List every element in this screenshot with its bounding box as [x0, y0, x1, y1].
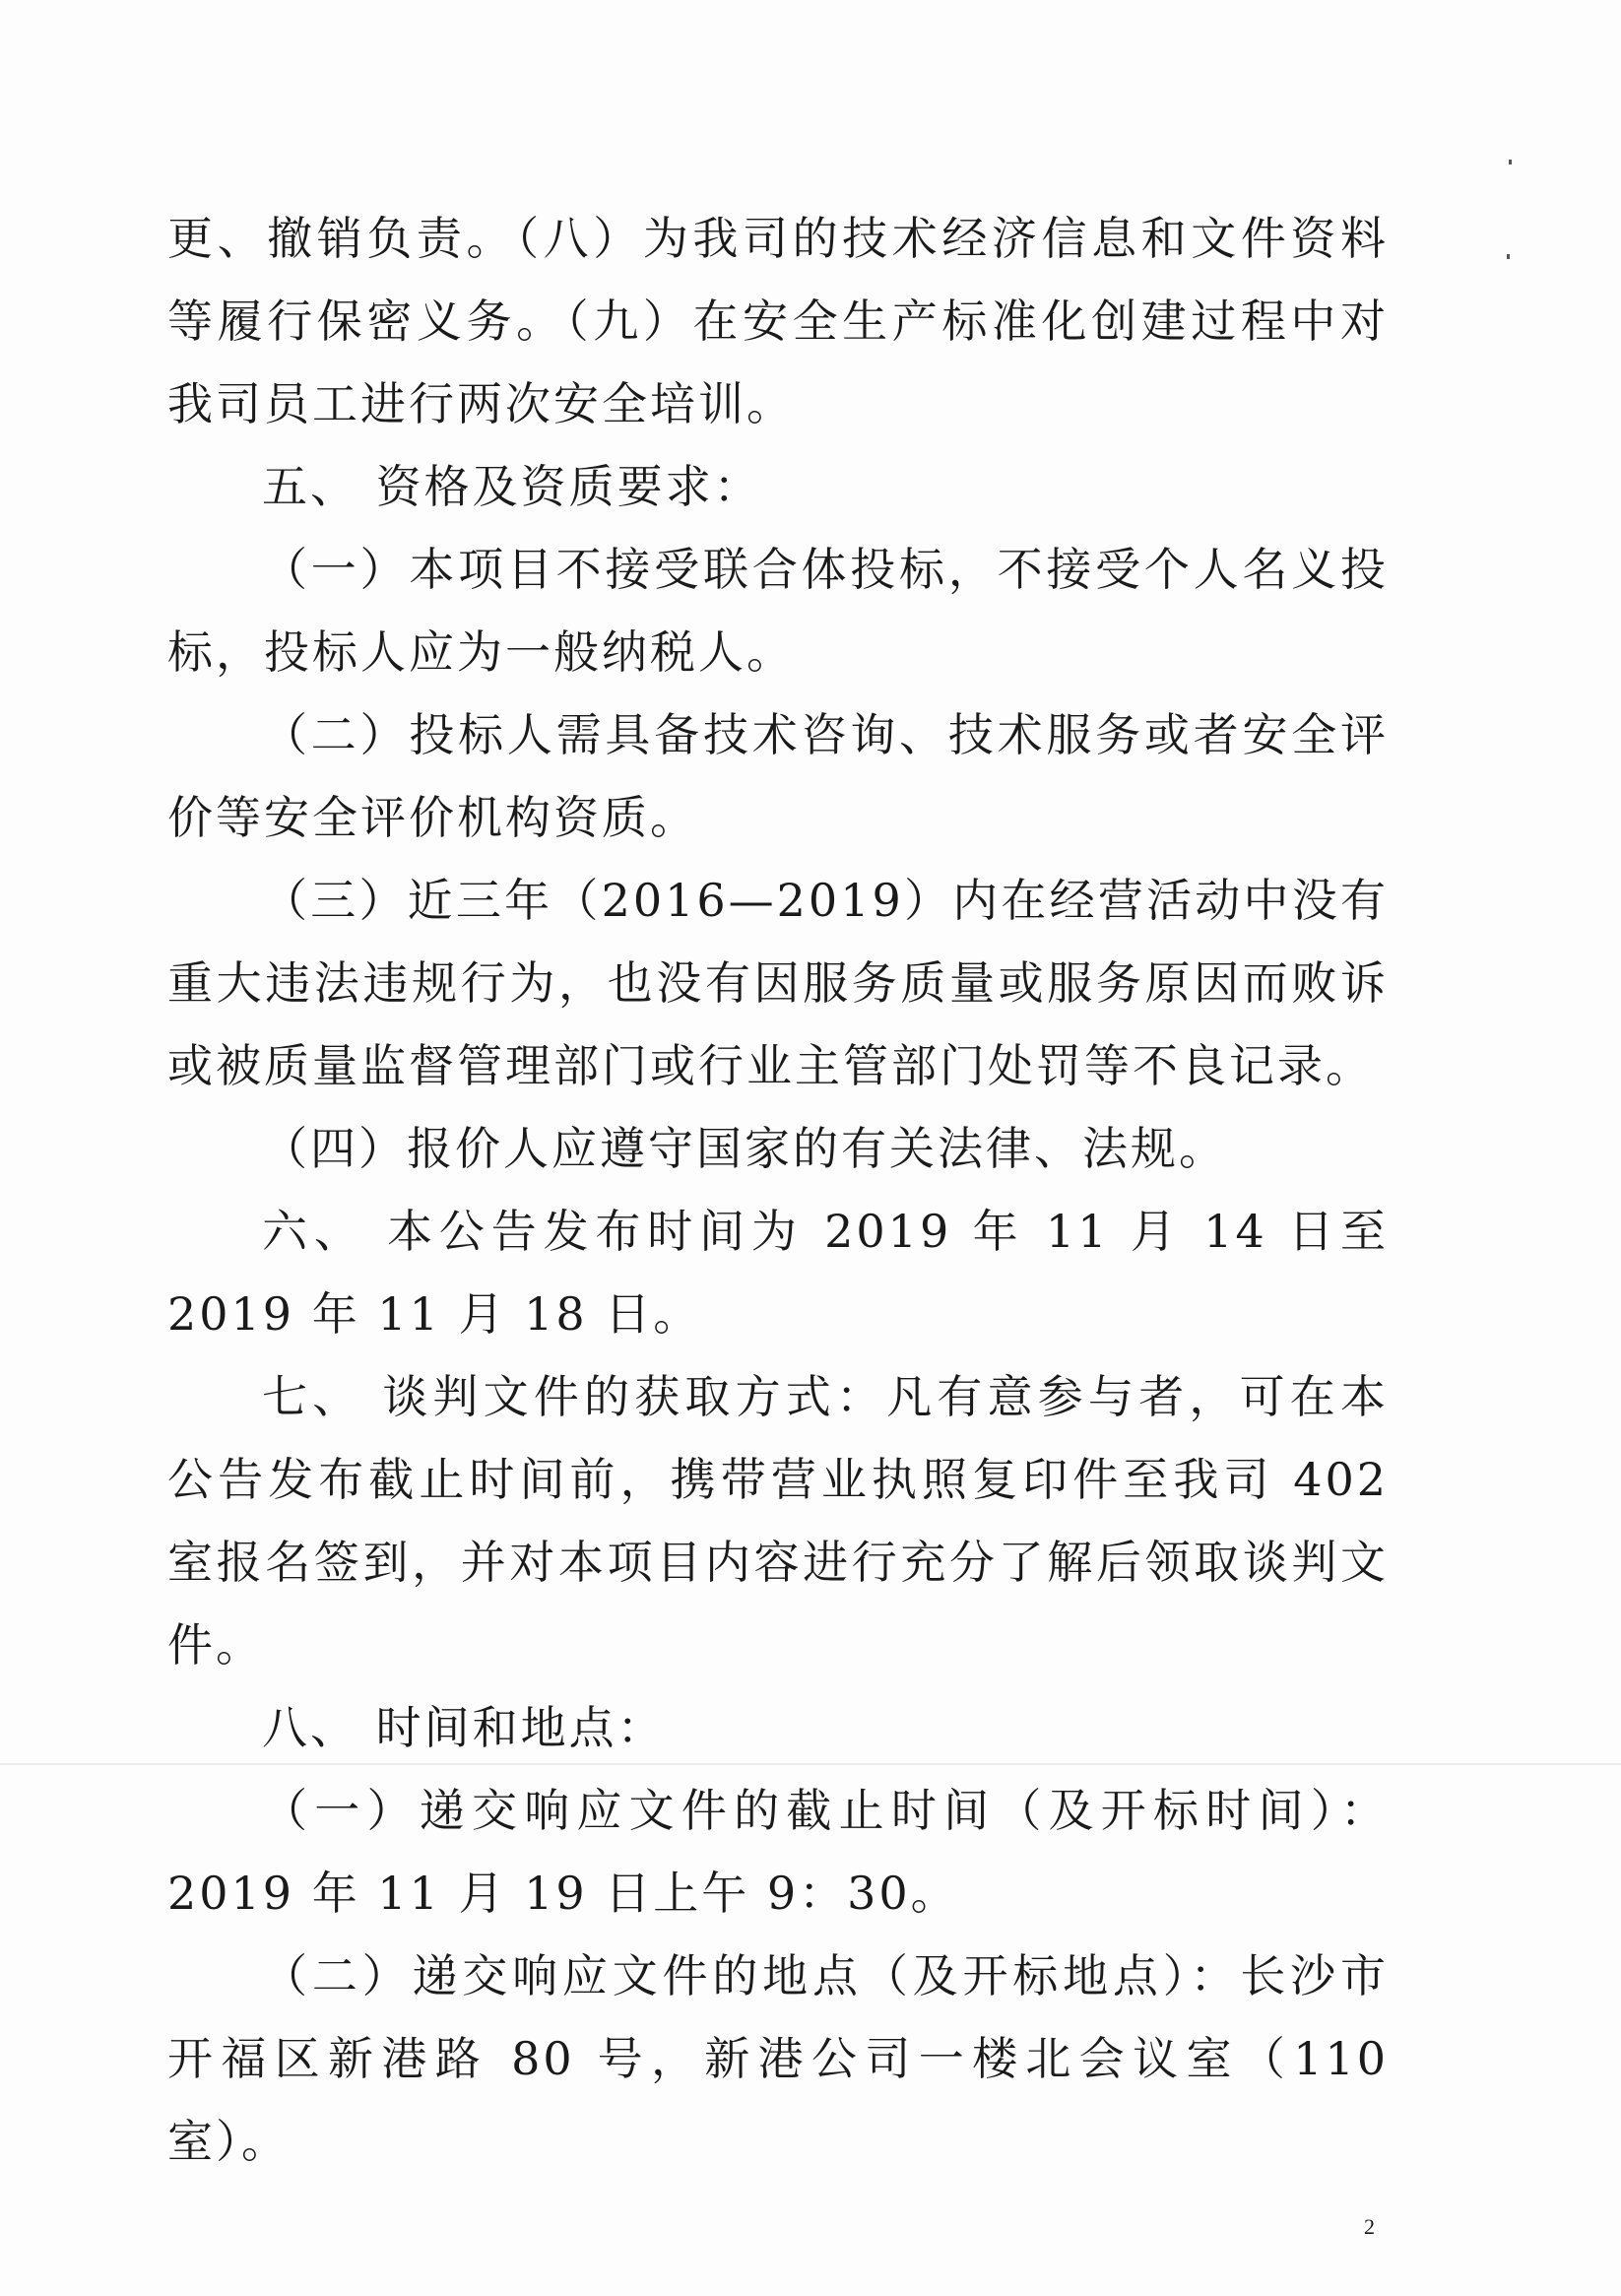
time-place-item-2: （二）递交响应文件的地点（及开标地点）：长沙市开福区新港路 80 号，新港公司一楼北会议室（110 室）。	[167, 1949, 1389, 2168]
time-place-item-1: （一）递交响应文件的截止时间（及开标时间）：2019 年 11 月 19 日上午 9：30。	[167, 1784, 1389, 1920]
document-body	[167, 197, 1389, 2183]
qualification-item-1: （一）本项目不接受联合体投标，不接受个人名义投标，投标人应为一般纳税人。	[167, 543, 1389, 679]
qualification-item-4: （四）报价人应遵守国家的有关法律、法规。	[262, 1122, 1227, 1175]
section-document-acquisition: 七、 谈判文件的获取方式：凡有意参与者，可在本公告发布截止时间前，携带营业执照复印件至我司 402 室报名签到，并对本项目内容进行充分了解后领取谈判文件。	[167, 1370, 1389, 1672]
section-heading-qualifications: 五、 资格及资质要求：	[262, 460, 762, 513]
paragraph-continuation: 更、撤销负责。（八）为我司的技术经济信息和文件资料等履行保密义务。（九）在安全生产标准化创建过程中对我司员工进行两次安全培训。	[167, 212, 1389, 430]
qualification-item-3: （三）近三年（2016—2019）内在经营活动中没有重大违法违规行为，也没有因服务质量或服务原因而败诉或被质量监督管理部门或行业主管部门处罚等不良记录。	[167, 874, 1389, 1092]
qualification-item-2: （二）投标人需具备技术咨询、技术服务或者安全评价等安全评价机构资质。	[167, 708, 1389, 844]
section-heading-time-place: 八、 时间和地点：	[262, 1701, 666, 1754]
scan-speck	[1507, 254, 1510, 259]
scan-speck	[1509, 160, 1512, 164]
page-number: 2	[1364, 2214, 1375, 2239]
section-publish-period: 六、 本公告发布时间为 2019 年 11 月 14 日至 2019 年 11 月 18 日。	[167, 1205, 1389, 1341]
